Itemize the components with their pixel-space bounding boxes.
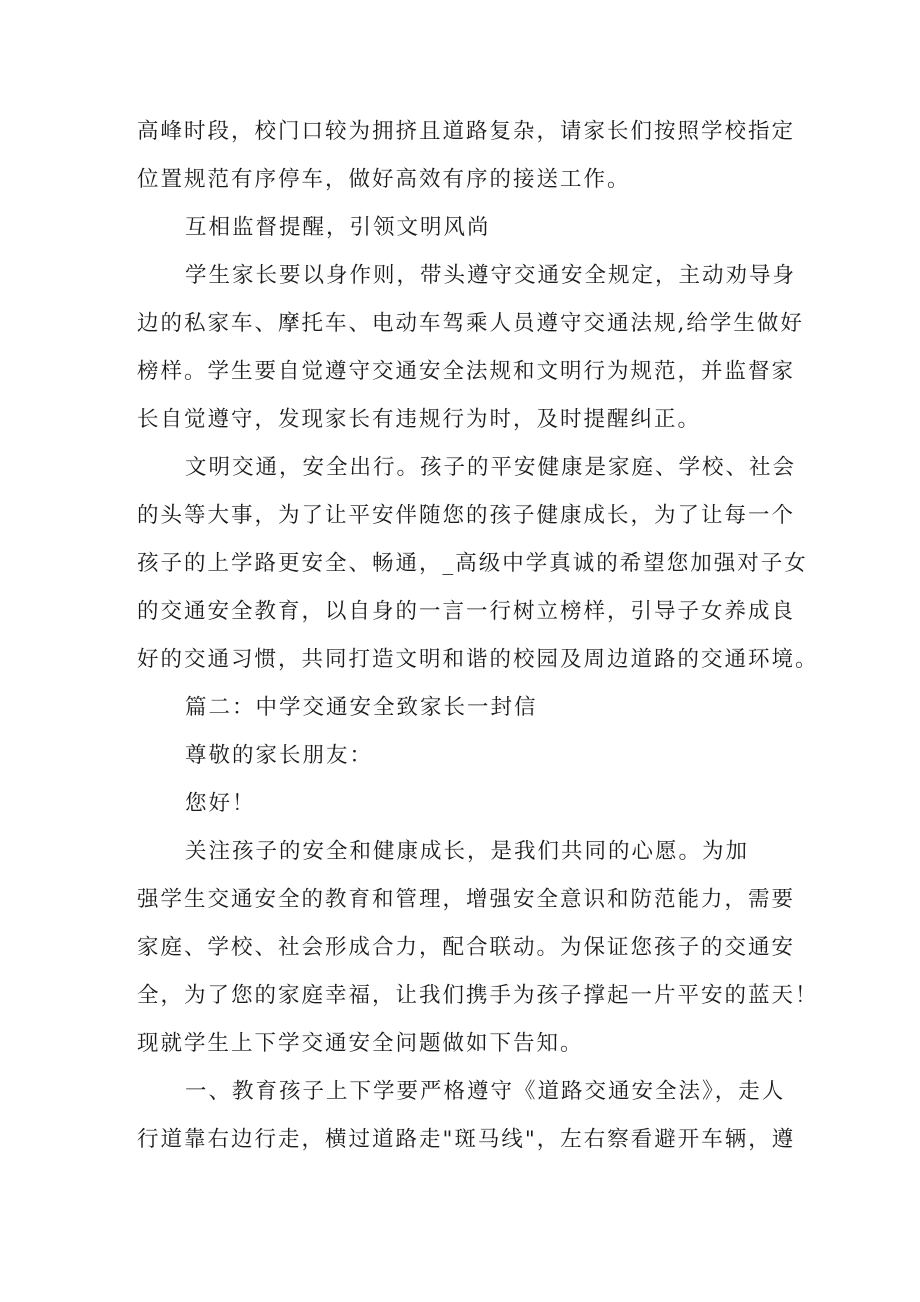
line-text: 家庭、学校、社会形成合力，配合联动。为保证您孩子的交通安	[137, 935, 796, 960]
line-text: 位置规范有序停车，做好高效有序的接送工作。	[137, 167, 631, 192]
line-text: 高峰时段，校门口较为拥挤且道路复杂，请家长们按照学校指定	[137, 119, 796, 144]
text-line	[137, 108, 817, 156]
line-text: 互相监督提醒，引领文明风尚	[185, 215, 491, 240]
line-text: 好的交通习惯，共同打造文明和谐的校园及周边道路的交通环境。	[137, 647, 819, 672]
text-line	[137, 540, 817, 588]
line-text: 学生家长要以身作则，带头遵守交通安全规定，主动劝导身	[185, 263, 797, 288]
line-text: 尊敬的家长朋友：	[185, 743, 374, 768]
text-line	[137, 156, 817, 204]
text-line	[137, 828, 817, 876]
line-text: 您好！	[185, 791, 256, 816]
text-line	[137, 252, 817, 300]
salutation	[137, 732, 817, 780]
line-text: 的头等大事，为了让平安伴随您的孩子健康成长，为了让每一个	[137, 503, 796, 528]
line-text: 强学生交通安全的教育和管理，增强安全意识和防范能力，需要	[137, 887, 796, 912]
text-line	[137, 348, 817, 396]
line-text: 榜样。学生要自觉遵守交通安全法规和文明行为规范，并监督家	[137, 359, 796, 384]
text-line	[137, 444, 817, 492]
line-text: 长自觉遵守，发现家长有违规行为时，及时提醒纠正。	[137, 407, 702, 432]
letter-title	[137, 684, 817, 732]
section-heading	[137, 204, 817, 252]
greeting	[137, 780, 817, 828]
line-text: 关注孩子的安全和健康成长，是我们共同的心愿。为加	[185, 839, 750, 864]
text-line	[137, 924, 817, 972]
line-text: 的交通安全教育，以自身的一言一行树立榜样，引导子女养成良	[137, 599, 796, 624]
line-text: 文明交通，安全出行。孩子的平安健康是家庭、学校、社会	[185, 455, 797, 480]
line-text: 现就学生上下学交通安全问题做如下告知。	[137, 1031, 584, 1056]
line-text: 行道靠右边行走，横过道路走"斑马线"，左右察看避开车辆，遵	[137, 1127, 796, 1152]
line-text: 一、教育孩子上下学要严格遵守《道路交通安全法》，走人	[185, 1079, 786, 1104]
text-line	[137, 1068, 817, 1116]
line-text: 全，为了您的家庭幸福，让我们携手为孩子撑起一片平安的蓝天！	[137, 983, 819, 1008]
text-line	[137, 396, 817, 444]
text-line	[137, 300, 817, 348]
line-text: 篇二：中学交通安全致家长一封信	[185, 695, 538, 720]
text-line	[137, 876, 817, 924]
text-line	[137, 1020, 817, 1068]
line-text: 边的私家车、摩托车、电动车驾乘人员遵守交通法规,给学生做好	[137, 311, 804, 336]
text-line	[137, 1116, 817, 1164]
line-text: 孩子的上学路更安全、畅通，_高级中学真诚的希望您加强对子女	[137, 551, 808, 576]
text-line	[137, 636, 817, 684]
text-line	[137, 492, 817, 540]
document-body	[137, 108, 817, 1164]
text-line	[137, 588, 817, 636]
text-line	[137, 972, 817, 1020]
